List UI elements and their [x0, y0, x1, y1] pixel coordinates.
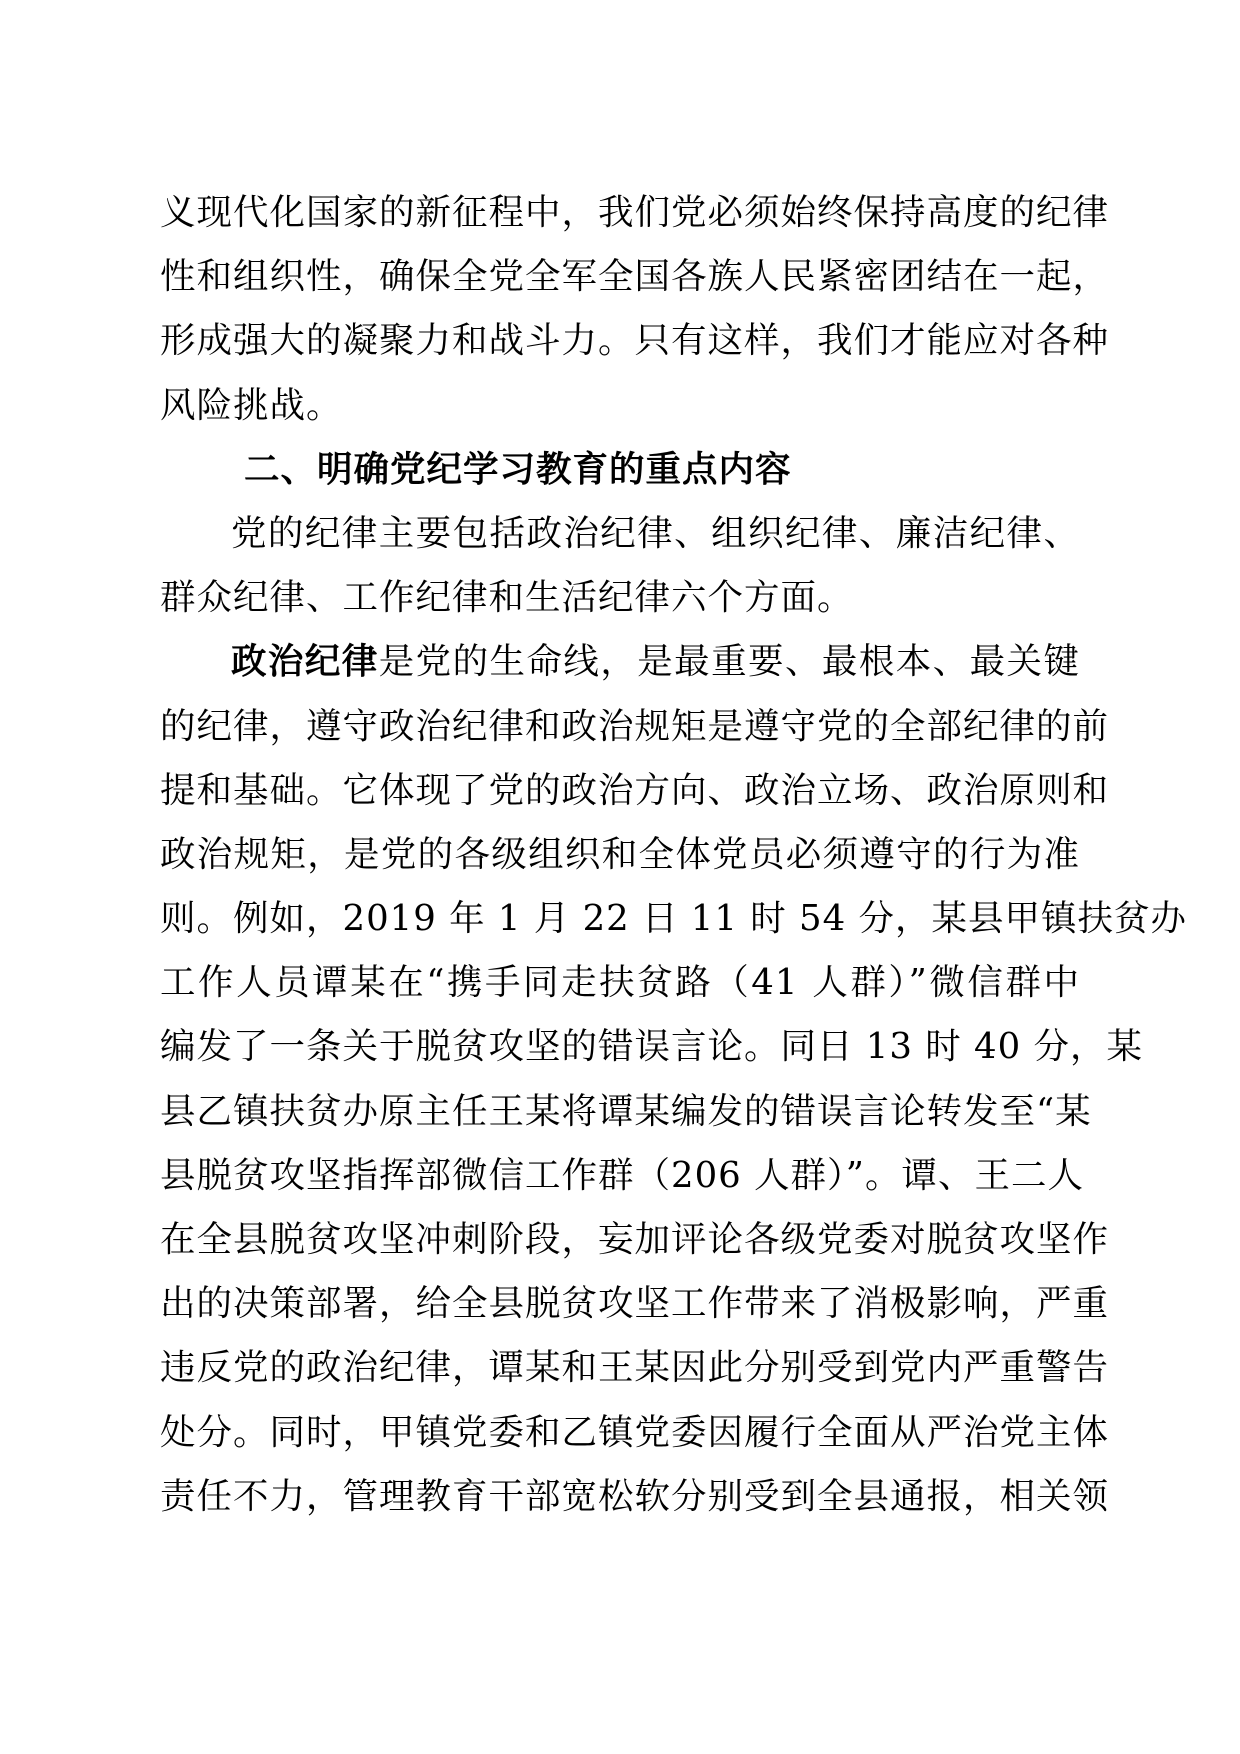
text-line: 县乙镇扶贫办原主任王某将谭某编发的错误言论转发至“某: [160, 1090, 1092, 1132]
bold-term: 政治纪律: [231, 641, 379, 683]
body-text: [160, 181, 1188, 1529]
text-line: 群众纪律、工作纪律和生活纪律六个方面。: [160, 577, 854, 619]
section-heading: 二、明确党纪学习教育的重点内容: [244, 448, 792, 490]
text-line: 的纪律，遵守政治纪律和政治规矩是遵守党的全部纪律的前: [160, 705, 1110, 747]
text-line: 风险挑战。: [160, 384, 343, 426]
text-line: 出的决策部署，给全县脱贫攻坚工作带来了消极影响，严重: [160, 1283, 1110, 1325]
text-line: 形成强大的凝聚力和战斗力。只有这样，我们才能应对各种: [160, 320, 1110, 362]
text-line: 工作人员谭某在“携手同走扶贫路（41 人群）”微信群中: [160, 962, 1080, 1004]
text-line: 编发了一条关于脱贫攻坚的错误言论。同日 13 时 40 分，某: [160, 1026, 1143, 1068]
text-line: 党的纪律主要包括政治纪律、组织纪律、廉洁纪律、: [231, 512, 1080, 554]
text-line: 处分。同时，甲镇党委和乙镇党委因履行全面从严治党主体: [160, 1411, 1110, 1453]
text-line: 义现代化国家的新征程中，我们党必须始终保持高度的纪律: [160, 192, 1110, 233]
text-line: 则。例如，2019 年 1 月 22 日 11 时 54 分，某县甲镇扶贫办: [160, 898, 1188, 940]
text-line: [160, 630, 1080, 694]
text-line: 违反党的政治纪律，谭某和王某因此分别受到党内严重警告: [160, 1347, 1110, 1389]
text-line: 在全县脱贫攻坚冲刺阶段，妄加评论各级党委对脱贫攻坚作: [160, 1219, 1110, 1260]
text-line: 责任不力，管理教育干部宽松软分别受到全县通报，相关领: [160, 1475, 1110, 1517]
text-span: 是党的生命线，是最重要、最根本、最关键: [378, 641, 1080, 683]
text-line: 提和基础。它体现了党的政治方向、政治立场、政治原则和: [160, 769, 1110, 811]
text-line: 政治规矩，是党的各级组织和全体党员必须遵守的行为准: [160, 833, 1080, 875]
text-line: 性和组织性，确保全党全军全国各族人民紧密团结在一起，: [160, 256, 1110, 298]
text-line: 县脱贫攻坚指挥部微信工作群（206 人群）”。谭、王二人: [160, 1154, 1084, 1196]
